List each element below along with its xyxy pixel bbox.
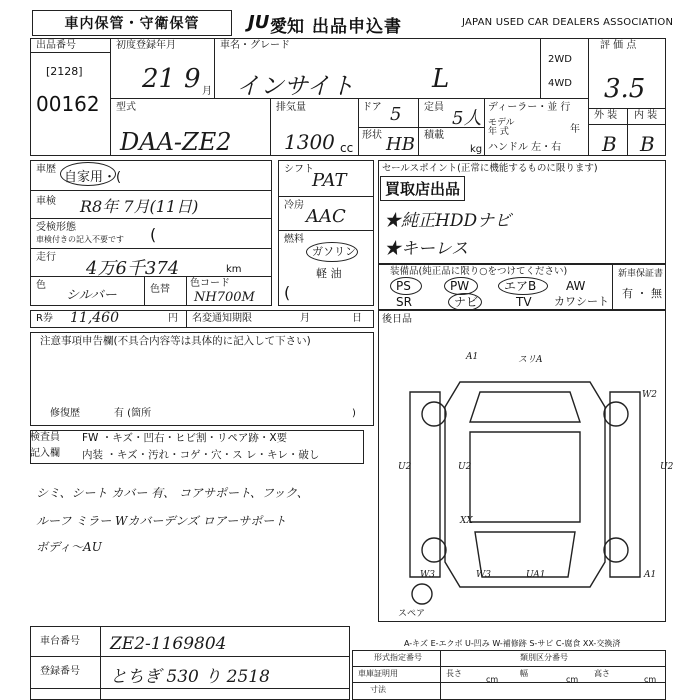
inspector-label-2: 記入欄 — [30, 448, 60, 459]
load-label: 積載 — [424, 130, 444, 141]
fuel-diesel: 軽 油 — [316, 267, 342, 280]
equip-pw: PW — [450, 279, 470, 293]
history-label: 車歴 — [36, 164, 56, 175]
model-year-label2: 年 式 — [488, 127, 509, 137]
first-reg-label: 初度登録年月 — [116, 40, 176, 51]
damage-mark: W3 — [476, 570, 491, 580]
damage-mark: UA1 — [526, 570, 546, 580]
shift-value: PAT — [312, 170, 347, 191]
warranty-label: 新車保証書 — [618, 269, 664, 279]
door-count: 5 — [390, 104, 402, 125]
chassis-label: 車台番号 — [40, 636, 80, 647]
length-unit: cm — [486, 675, 499, 684]
inspector-row-1: FW ・キズ・凹右・ヒビ割・リペア跡・X要 — [82, 432, 288, 444]
damage-legend: A-キズ E-エクボ U-凹み W-補修跡 S-サビ C-腐食 XX-交換済 — [404, 639, 621, 648]
first-reg-month: 9 — [184, 64, 201, 94]
month-unit: 月 — [202, 86, 212, 97]
inspector-note-3: ボディ〜AU — [36, 540, 102, 554]
chassis-number: ZE2-1169804 — [110, 634, 227, 654]
capacity-value: 5人 — [452, 108, 482, 129]
mileage-value: 4万6千374 — [86, 258, 180, 279]
receive-label: 受検形態 — [36, 222, 76, 233]
lot-label: 出品番号 — [36, 40, 76, 51]
first-reg-year: 21 — [142, 64, 176, 94]
class-number-label: 類別区分番号 — [520, 653, 568, 662]
ju-logo: JU — [248, 12, 270, 33]
equipment-label: 装備品(純正品に限り○をつけてください) — [390, 266, 568, 277]
receive-paren: ( — [150, 225, 157, 244]
interior-grade: B — [640, 132, 655, 156]
displacement-value: 1300 — [284, 130, 335, 154]
lot-number: 00162 — [36, 92, 100, 116]
size-label: 寸法 — [370, 685, 386, 694]
damage-mark: U2 — [458, 462, 472, 472]
year-unit: 年 — [570, 124, 580, 135]
inspection-label: 車検 — [36, 196, 56, 207]
exterior-grade: B — [602, 132, 617, 156]
exterior-label: 外 装 — [594, 110, 618, 121]
handle-label: ハンドル 左・右 — [488, 142, 562, 153]
car-name: インサイト — [236, 72, 355, 100]
cooling-label: 冷房 — [284, 200, 304, 211]
inspector-label-1: 検査員 — [30, 432, 60, 443]
inspector-row-2: 内装 ・キズ・汚れ・コゲ・穴・ス レ・キレ・破し — [82, 449, 320, 461]
damage-mark: U2 — [398, 462, 412, 472]
cooling-value: AAC — [306, 206, 346, 227]
capacity-label: 定員 — [424, 102, 444, 113]
org-name: 愛知 — [270, 17, 304, 37]
drive-4wd: 4WD — [548, 78, 572, 89]
form-title: 出品申込書 — [312, 17, 402, 37]
mileage-label: 走行 — [36, 252, 56, 263]
storage-label: 車内保管・守衛保管 — [32, 10, 232, 36]
displacement-label: 排気量 — [276, 102, 306, 113]
warranty-value: 有 ・ 無 — [622, 287, 662, 300]
repair-close: ) — [352, 408, 356, 419]
name-change-label: 名変通知期限 — [192, 313, 252, 324]
damage-mark: U2 — [660, 462, 674, 472]
damage-mark: W3 — [420, 570, 435, 580]
equip-aw: AW — [566, 279, 586, 293]
score-label: 評 価 点 — [600, 40, 637, 51]
damage-mark: A1 — [644, 570, 657, 580]
buyer-stamp: 買取店出品 — [380, 176, 465, 201]
cc-unit: cc — [340, 141, 354, 155]
kg-unit: kg — [470, 144, 483, 155]
score-value: 3.5 — [604, 74, 646, 104]
rear-label: 後日品 — [382, 314, 412, 325]
equip-ps: PS — [396, 279, 411, 293]
damage-mark: スリA — [518, 355, 543, 365]
inspection-value: R8年 7月(11日) — [80, 197, 199, 216]
color-code-value: NH700M — [194, 290, 255, 305]
tax-value: 11,460 — [70, 310, 119, 326]
private-use-circle — [60, 162, 116, 186]
history-value: 自家用・( — [64, 170, 122, 185]
model-code: DAA-ZE2 — [120, 128, 232, 156]
repair-label: 修復歴 — [50, 408, 80, 419]
equip-airbag: エアB — [504, 279, 537, 293]
inspector-note-2: ルーフ ミラー Wカバーデンズ ロアーサポート — [36, 514, 287, 528]
shape-label: 形状 — [362, 130, 382, 141]
gasoline-circle — [306, 242, 358, 262]
width-unit: cm — [566, 675, 579, 684]
car-name-label: 車名・グレード — [220, 40, 290, 51]
spare-label: スペア — [398, 609, 426, 619]
dealer-label: ディーラー・並 行 — [488, 102, 571, 113]
change-day: 日 — [352, 313, 362, 324]
drive-2wd: 2WD — [548, 54, 572, 65]
shape-value: HB — [386, 134, 415, 155]
car-grade: L — [432, 64, 450, 94]
registration-label: 登録番号 — [40, 666, 80, 677]
notes-label: 注意事項申告欄(不具合内容等は具体的に記入して下さい) — [40, 335, 311, 347]
shift-label: シフト — [284, 164, 314, 175]
damage-mark: W2 — [642, 390, 657, 400]
color-value: シルバー — [66, 288, 117, 303]
color-label: 色 — [36, 280, 46, 291]
equip-leather-seat: カワシート — [554, 295, 609, 308]
change-month: 月 — [300, 313, 310, 324]
fuel-paren: ( — [284, 283, 291, 302]
equip-tv: TV — [516, 295, 532, 309]
fuel-label: 燃料 — [284, 234, 304, 245]
equip-navi: ナビ — [454, 295, 479, 309]
equip-sr: SR — [396, 295, 412, 309]
height-unit: cm — [644, 675, 657, 684]
door-label: ドア — [362, 102, 382, 113]
km-unit: km — [226, 264, 242, 275]
model-year-label: モデル — [488, 118, 515, 128]
receive-note: 車検付きの記入不要です — [36, 235, 124, 244]
registration-number: とちぎ 530 り 2518 — [110, 667, 270, 687]
form-number-label: 形式指定番号 — [374, 653, 422, 662]
width-label: 幅 — [520, 669, 528, 678]
inspector-note-1: シミ、シート カバー 有、 コアサポート、フック、 — [36, 486, 309, 500]
sales-line-1: ★純正HDDナビ — [384, 211, 512, 231]
height-label: 高さ — [594, 669, 610, 678]
car-damage-diagram — [400, 352, 650, 608]
length-label: 長さ — [446, 669, 462, 678]
damage-mark: XX — [460, 516, 473, 526]
fuel-gasoline: ガソリン — [312, 245, 356, 258]
sales-line-2: ★キーレス — [384, 239, 469, 259]
damage-mark: A1 — [466, 352, 479, 362]
sales-point-label: セールスポイント(正常に機能するものに限ります) — [382, 163, 598, 174]
tax-label: R券 — [36, 313, 53, 324]
repair-value: 有 (箇所 — [114, 408, 152, 419]
color-change-label: 色替 — [150, 284, 170, 295]
association-name: JAPAN USED CAR DEALERS ASSOCIATION — [462, 17, 674, 28]
model-label: 型式 — [116, 102, 136, 113]
lot-sub-number: [2128] — [46, 65, 83, 78]
yen-unit: 円 — [168, 313, 178, 324]
color-code-label: 色コード — [190, 278, 230, 289]
interior-label: 内 装 — [634, 110, 658, 121]
garage-cert-label: 車庫証明用 — [358, 669, 398, 678]
